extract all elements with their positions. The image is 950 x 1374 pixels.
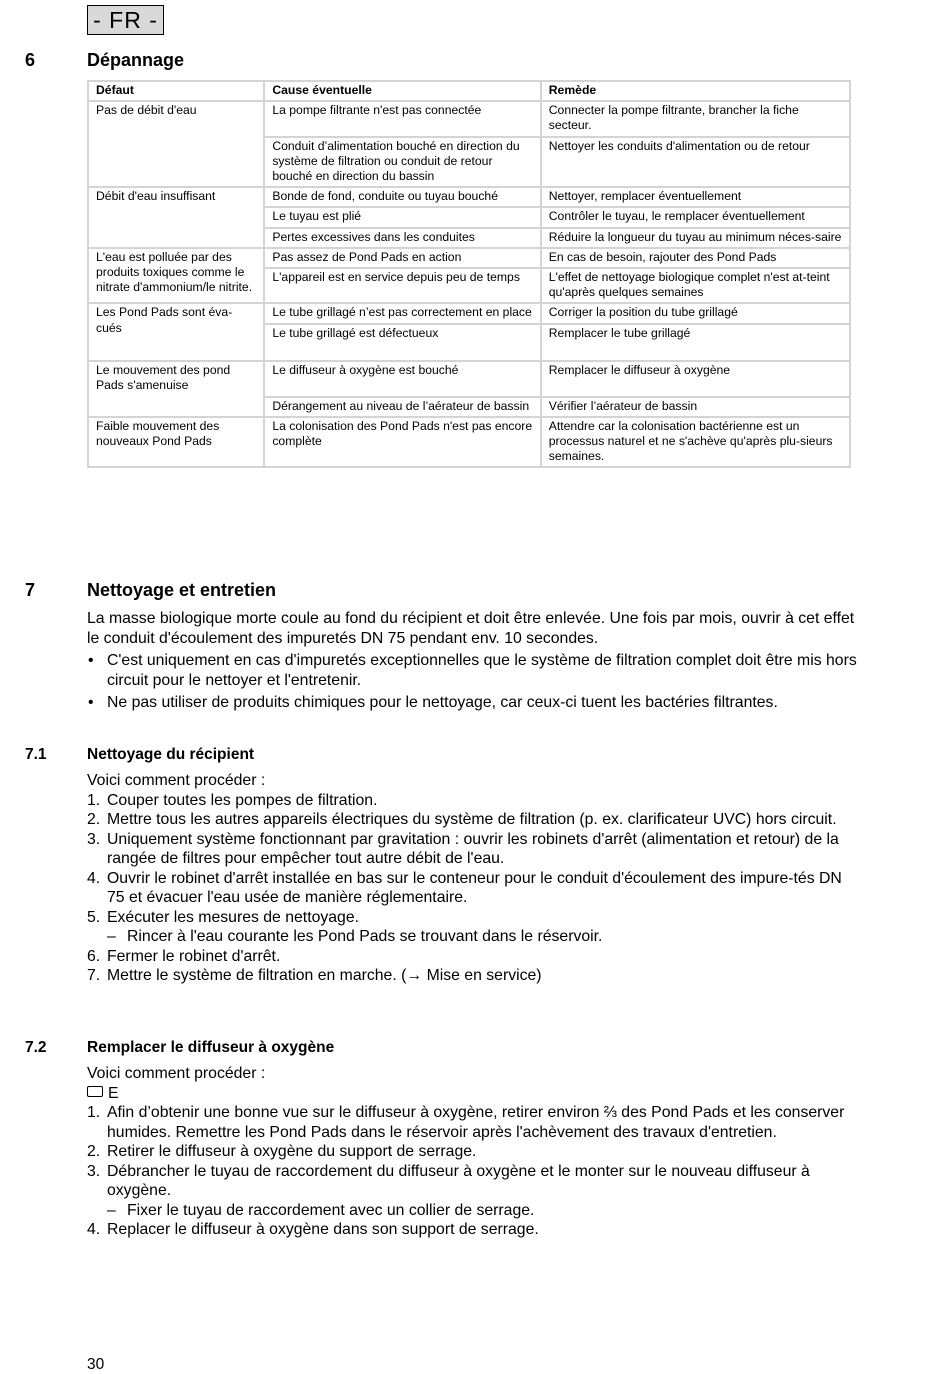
figure-reference	[87, 1084, 857, 1104]
cause-cell: Le tube grillagé est défectueux	[265, 325, 539, 360]
section-7-bullets	[87, 651, 857, 713]
cause-cell: Le diffuseur à oxygène est bouché	[265, 362, 539, 396]
section-7-body	[87, 609, 857, 716]
step-number: 4.	[87, 869, 101, 887]
table-row	[89, 102, 849, 135]
list-item	[87, 810, 857, 830]
step-text: Mettre le système de filtration en marche. (→ Mise en service)	[107, 967, 542, 984]
step-text: Uniquement système fonctionnant par gravitation : ouvrir les robinets d'arrêt (alimentation et retour) de la rangée de filtres pour empêcher tout autre débit de l'eau.	[107, 830, 839, 867]
table-row	[89, 304, 849, 322]
cause-cell: La colonisation des Pond Pads n'est pas encore complète	[265, 418, 539, 467]
table-row	[89, 249, 849, 267]
section-6-number: 6	[25, 50, 36, 70]
section-6-title: Dépannage	[87, 50, 185, 70]
header-remedy: Remède	[542, 82, 849, 100]
step-number: 6.	[87, 947, 101, 965]
figure-icon	[87, 1086, 103, 1097]
figure-label: E	[108, 1084, 119, 1102]
fault-cell: Débit d'eau insuffisant	[89, 188, 263, 247]
cause-cell: Dérangement au niveau de l’aérateur de bassin	[265, 398, 539, 416]
remedy-cell: Réduire la longueur du tuyau au minimum néces-saire	[542, 229, 849, 247]
header-cause: Cause éventuelle	[265, 82, 539, 100]
list-item	[87, 1103, 857, 1142]
step-text: Afin d’obtenir une bonne vue sur le diffuseur à oxygène, retirer environ ⅔ des Pond Pads et les conserver humides. Remettre les Pond Pads dans le réservoir après l'achèvement des travaux d'entretien.	[107, 1104, 845, 1141]
remedy-cell: Contrôler le tuyau, le remplacer éventuellement	[542, 208, 849, 226]
cause-cell: La pompe filtrante n'est pas connectée	[265, 102, 539, 135]
troubleshooting-table	[87, 80, 851, 468]
step-number: 2.	[87, 811, 101, 828]
cause-cell: Pertes excessives dans les conduites	[265, 229, 539, 247]
remedy-cell: Connecter la pompe filtrante, brancher la fiche secteur.	[542, 102, 849, 135]
step-number: 3.	[87, 830, 101, 848]
table-row	[89, 188, 849, 206]
section-7-number: 7	[25, 580, 36, 600]
cause-cell: Pas assez de Pond Pads en action	[265, 249, 539, 267]
cause-cell: Le tube grillagé n’est pas correctement en place	[265, 304, 539, 322]
remedy-cell: En cas de besoin, rajouter des Pond Pads	[542, 249, 849, 267]
list-item	[87, 1220, 857, 1240]
list-item	[87, 830, 857, 869]
fault-cell: Le mouvement des pond Pads s'amenuise	[89, 362, 263, 416]
list-item	[87, 947, 857, 967]
list-item: • C'est uniquement en cas d'impuretés exceptionnelles que le système de filtration complet doit être mis hors circuit pour le nettoyer et l'entretenir.	[87, 651, 857, 690]
remedy-cell: Remplacer le diffuseur à oxygène	[542, 362, 849, 396]
list-item	[87, 869, 857, 908]
step-text: Mettre tous les autres appareils électriques du système de filtration (p. ex. clarificateur UVC) hors circuit.	[107, 811, 837, 828]
fault-cell: Les Pond Pads sont éva-cués	[89, 304, 263, 359]
section-7-2-lead: Voici comment procéder :	[87, 1065, 266, 1082]
cause-cell: L'appareil est en service depuis peu de temps	[265, 269, 539, 302]
remedy-cell: Attendre car la colonisation bactérienne est un processus naturel et ne s'achève qu'après plu-sieurs semaines.	[542, 418, 849, 467]
section-7-1-steps	[87, 791, 857, 986]
fault-cell: L'eau est polluée par des produits toxiques comme le nitrate d'ammonium/le nitrite.	[89, 249, 263, 303]
cause-cell: Conduit d’alimentation bouché en direction du système de filtration ou conduit de retour bouché en direction du bassin	[265, 138, 539, 187]
step-text: Couper toutes les pompes de filtration.	[107, 791, 378, 809]
step-text: Débrancher le tuyau de raccordement du diffuseur à oxygène et le monter sur le nouveau diffuseur à oxygène.	[107, 1162, 810, 1199]
list-item	[87, 908, 857, 947]
list-item	[87, 1142, 857, 1162]
sub-step-text: Fixer le tuyau de raccordement avec un collier de serrage.	[127, 1201, 535, 1219]
list-item	[87, 1162, 857, 1221]
section-7-2-number: 7.2	[25, 1039, 47, 1056]
step-number: 2.	[87, 1143, 101, 1160]
step-number: 7.	[87, 967, 101, 984]
section-7-2-steps	[87, 1103, 857, 1240]
language-tag: - FR -	[87, 5, 164, 35]
fault-cell: Pas de débit d'eau	[89, 102, 263, 186]
list-item: • Ne pas utiliser de produits chimiques pour le nettoyage, car ceux-ci tuent les bactéries filtrantes.	[87, 693, 857, 713]
table-header-row	[89, 82, 849, 100]
list-item	[87, 791, 857, 811]
section-7-title: Nettoyage et entretien	[87, 580, 277, 600]
step-text: Replacer le diffuseur à oxygène dans son support de serrage.	[107, 1221, 539, 1238]
section-7-2-body	[87, 1064, 857, 1240]
remedy-cell: L'effet de nettoyage biologique complet n'est at-teint qu'après quelques semaines	[542, 269, 849, 302]
sub-step: – Rincer à l'eau courante les Pond Pads se trouvant dans le réservoir.	[107, 928, 603, 945]
step-number: 1.	[87, 791, 101, 809]
step-text: Exécuter les mesures de nettoyage.	[107, 908, 360, 926]
section-7-intro: La masse biologique morte coule au fond du récipient et doit être enlevée. Une fois par mois, ouvrir à cet effet le conduit d'écoulement des impuretés DN 75 pendant env. 10 secondes.	[87, 610, 855, 647]
step-number: 5.	[87, 908, 101, 926]
fault-cell: Faible mouvement des nouveaux Pond Pads	[89, 418, 263, 467]
remedy-cell: Corriger la position du tube grillagé	[542, 304, 849, 322]
cause-cell: Le tuyau est plié	[265, 208, 539, 226]
section-7-1-title: Nettoyage du récipient	[87, 746, 255, 763]
step-number: 1.	[87, 1104, 101, 1121]
section-7-1-lead: Voici comment procéder :	[87, 772, 266, 789]
remedy-cell: Nettoyer, remplacer éventuellement	[542, 188, 849, 206]
cause-cell: Bonde de fond, conduite ou tuyau bouché	[265, 188, 539, 206]
sub-step: – Fixer le tuyau de raccordement avec un collier de serrage.	[107, 1201, 535, 1219]
list-item	[87, 966, 857, 986]
step-number: 3.	[87, 1162, 101, 1180]
remedy-cell: Nettoyer les conduits d'alimentation ou de retour	[542, 138, 849, 187]
step-number: 4.	[87, 1221, 101, 1238]
step-text: Fermer le robinet d'arrêt.	[107, 947, 281, 965]
header-fault: Défaut	[89, 82, 263, 100]
remedy-cell: Remplacer le tube grillagé	[542, 325, 849, 360]
page-number: 30	[87, 1356, 105, 1373]
table-row	[89, 418, 849, 467]
section-7-1-number: 7.1	[25, 746, 47, 763]
remedy-cell: Vérifier l’aérateur de bassin	[542, 398, 849, 416]
step-text: Retirer le diffuseur à oxygène du support de serrage.	[107, 1143, 477, 1160]
section-7-1-body	[87, 771, 857, 986]
table-row	[89, 362, 849, 396]
sub-step-text: Rincer à l'eau courante les Pond Pads se trouvant dans le réservoir.	[127, 928, 603, 945]
step-text: Ouvrir le robinet d'arrêt installée en bas sur le conteneur pour le conduit d'écoulement des impure-tés DN 75 et évacuer l'eau usée de manière réglementaire.	[107, 869, 842, 906]
section-7-2-title: Remplacer le diffuseur à oxygène	[87, 1039, 335, 1056]
